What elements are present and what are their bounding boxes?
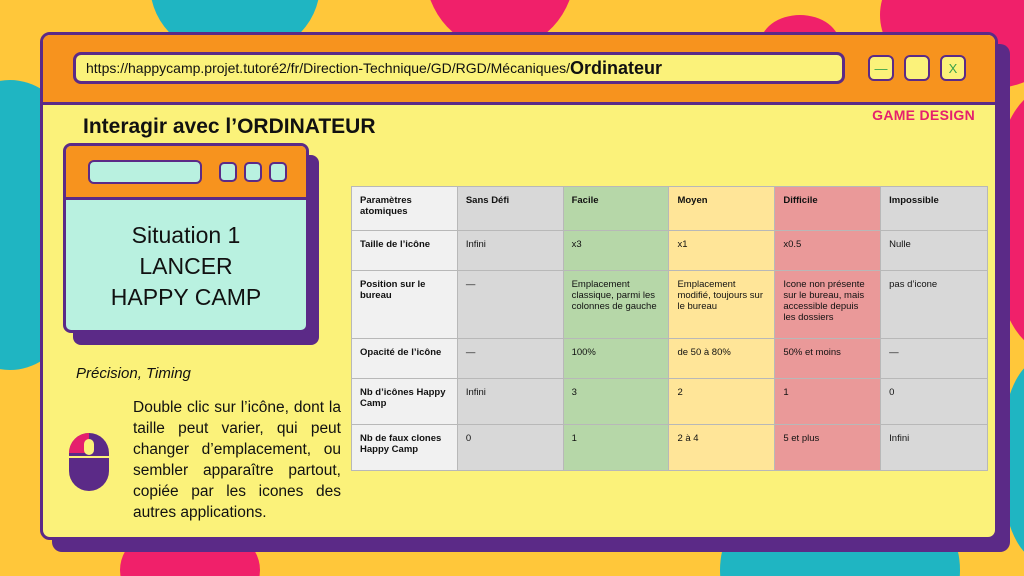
table-row (352, 271, 988, 339)
table-cell: pas d’icone (881, 271, 988, 339)
maximize-button[interactable] (904, 55, 930, 81)
mouse-icon (67, 431, 111, 493)
address-bar[interactable] (73, 52, 845, 84)
card-titlebar (66, 146, 306, 200)
table-row (352, 231, 988, 271)
table-row (352, 339, 988, 379)
header-impossible: Impossible (881, 187, 988, 231)
header-sans-defi: Sans Défi (457, 187, 563, 231)
table-cell: 0 (881, 379, 988, 425)
table-cell: Emplacement modifié, toujours sur le bureau (669, 271, 775, 339)
table-row (352, 379, 988, 425)
table-cell: Emplacement classique, parmi les colonnes de gauche (563, 271, 669, 339)
table-cell: 0 (457, 425, 563, 471)
table-cell: 1 (563, 425, 669, 471)
browser-window (40, 32, 998, 540)
card-address-bar (88, 160, 202, 184)
card-window-button (244, 162, 262, 182)
table-cell: x1 (669, 231, 775, 271)
situation-card (63, 143, 309, 333)
table-cell: — (881, 339, 988, 379)
row-label: Position sur le bureau (352, 271, 458, 339)
url-path: https://happycamp.projet.tutoré2/fr/Direction-Technique/GD/RGD/Mécaniques/ (86, 60, 571, 76)
table-cell: Infini (457, 379, 563, 425)
situation-target: HAPPY CAMP (110, 284, 262, 310)
table-header-row (352, 187, 988, 231)
skills-label: Précision, Timing (76, 365, 191, 382)
row-label: Nb d’icônes Happy Camp (352, 379, 458, 425)
mechanic-description: Double clic sur l’icône, dont la taille peut varier, qui peut changer d’emplacement, ou sembler apparaître partout, copiée par les icones des autres applications. (133, 399, 341, 521)
table-cell: 2 (669, 379, 775, 425)
window-titlebar (43, 35, 995, 105)
header-facile: Facile (563, 187, 669, 231)
table-cell: 5 et plus (775, 425, 881, 471)
section-tag: GAME DESIGN (872, 107, 975, 123)
table-cell: Nulle (881, 231, 988, 271)
header-parameters: Paramètres atomiques (352, 187, 458, 231)
situation-number: Situation 1 (131, 222, 241, 248)
card-window-button (219, 162, 237, 182)
card-window-button (269, 162, 287, 182)
url-page: Ordinateur (570, 57, 663, 78)
page-title: Interagir avec l’ORDINATEUR (83, 115, 376, 138)
row-label: Opacité de l’icône (352, 339, 458, 379)
situation-action: LANCER (139, 253, 233, 279)
row-label: Nb de faux clones Happy Camp (352, 425, 458, 471)
table-cell: 2 à 4 (669, 425, 775, 471)
table-cell: Infini (457, 231, 563, 271)
table-cell: — (457, 339, 563, 379)
table-row (352, 425, 988, 471)
table-cell: 1 (775, 379, 881, 425)
header-difficile: Difficile (775, 187, 881, 231)
table-cell: de 50 à 80% (669, 339, 775, 379)
table-cell: Infini (881, 425, 988, 471)
close-button[interactable]: X (940, 55, 966, 81)
table-cell: x0.5 (775, 231, 881, 271)
table-cell: 50% et moins (775, 339, 881, 379)
minimize-button[interactable]: — (868, 55, 894, 81)
table-cell: x3 (563, 231, 669, 271)
row-label: Taille de l’icône (352, 231, 458, 271)
difficulty-table (351, 186, 988, 471)
situation-text (66, 220, 306, 313)
table-cell: 3 (563, 379, 669, 425)
table-cell: Icone non présente sur le bureau, mais accessible depuis les dossiers (775, 271, 881, 339)
table-cell: — (457, 271, 563, 339)
header-moyen: Moyen (669, 187, 775, 231)
table-cell: 100% (563, 339, 669, 379)
